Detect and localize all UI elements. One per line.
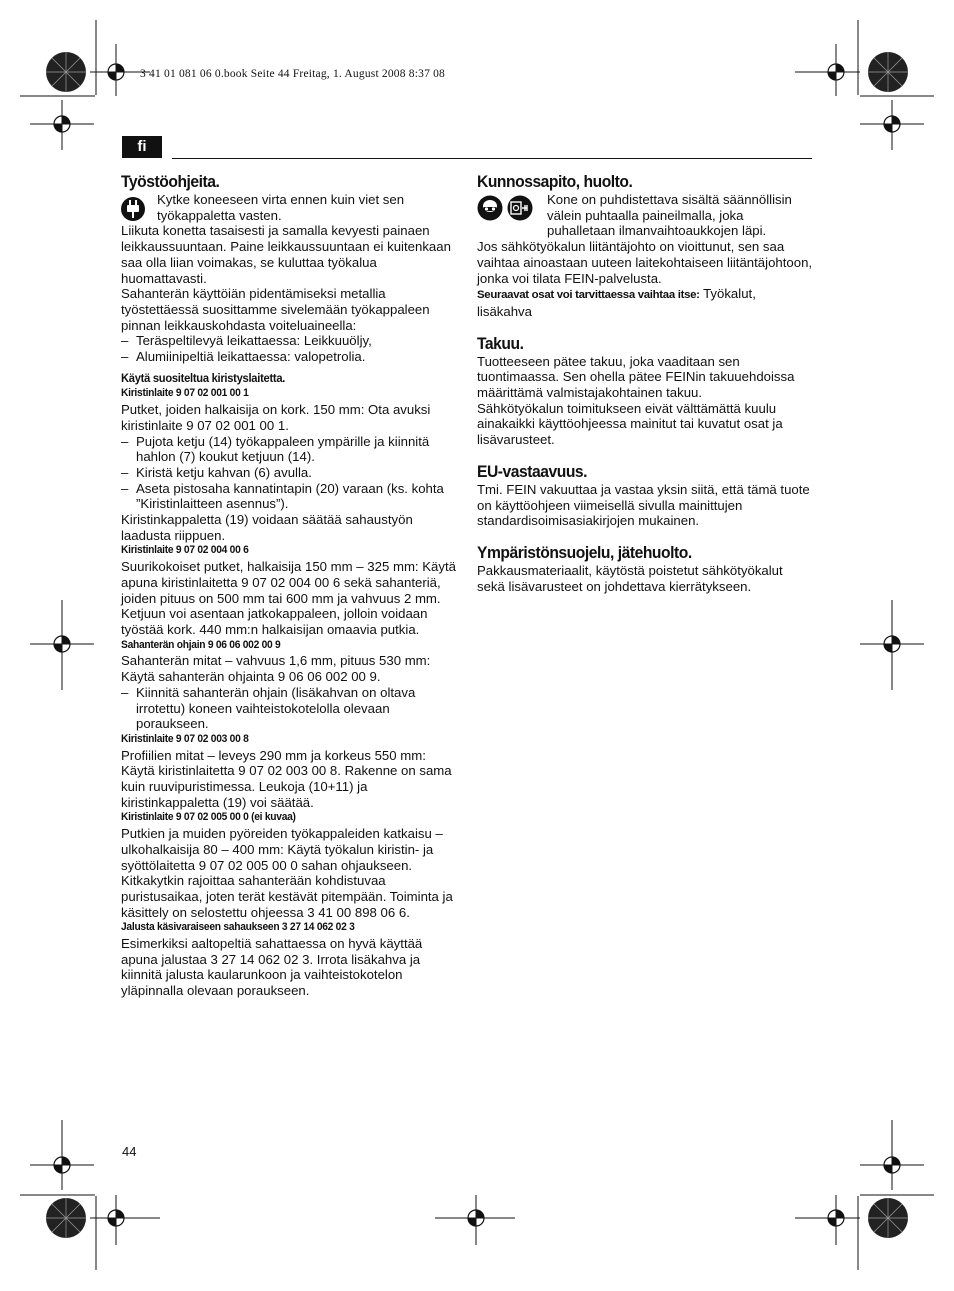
list-item: – Alumiinipeltiä leikattaessa: valopetrolia. xyxy=(121,349,366,365)
paragraph: Putkien ja muiden pyöreiden työkappaleiden katkaisu – ulkohalkaisija 80 – 400 mm: Käytä työkalun kiristin- ja syöttölaitetta 9 07 02 005 00 0 sahan ohjaukseen. Kitkakytkin rajoittaa sahanterään kohdistuvaa puristusaikaa, joten terät kestävät pitempään. Toiminta ja käsittely on selostettu ohjeessa 3 41 00 898 06 6. xyxy=(121,826,453,920)
language-tab: fi xyxy=(122,136,162,158)
notice-text: Kone on puhdistettava sisältä säännöllisin välein puhtaalla paineilmalla, joka puhalletaan ilmanvaihtoaukkojen läpi. xyxy=(547,192,792,239)
paragraph: Kiristinkappaletta (19) voidaan säätää sahaustyön laadusta riippuen. xyxy=(121,512,413,543)
clamp-title-4: Kiristinlaite 9 07 02 005 00 0 (ei kuvaa) xyxy=(121,811,296,824)
unplug-device-icon xyxy=(507,195,533,221)
paragraph: Sähkötyökalun toimitukseen eivät välttämättä kuulu ainakaikki käyttöohjeessa mainitut tai kuvatut osat ja lisävarusteet. xyxy=(477,400,783,448)
clamp-title-3: Kiristinlaite 9 07 02 003 00 8 xyxy=(121,732,249,745)
list-item: – Aseta pistosaha kannatintapin (20) varaan (ks. kohta ”Kiristinlaitteen asennus”). xyxy=(121,480,444,512)
paragraph: Sahanterän käyttöiän pidentämiseksi metallia työstettäessä suosittamme sivelemään työkappaleen pinnan leikkauskohdasta voiteluaineella: xyxy=(121,286,430,333)
right-column xyxy=(477,172,813,594)
paragraph: Profiilien mitat – leveys 290 mm ja korkeus 550 mm: Käytä kiristinlaitetta 9 07 02 003 00 8. Rakenne on sama kuin ruuvipuristimessa. Leukoja (10+11) ja kiristinkappaletta (19) voi säätää. xyxy=(121,747,452,810)
paragraph: Pakkausmateriaalit, käytöstä poistetut sähkötyökalut sekä lisävarusteet on johdettava kierrätykseen. xyxy=(477,562,783,594)
list-item: – Kiristä ketju kahvan (6) avulla. xyxy=(121,464,312,480)
section-heading-environment: Ympäristönsuojelu, jätehuolto. xyxy=(477,542,692,562)
paragraph: Suurikokoiset putket, halkaisija 150 mm – 325 mm: Käytä apuna kiristinlaitetta 9 07 02 004 00 6 sekä sahanteriä, joiden pituus on 500 mm tai 600 mm ja vahvuus 2 mm. Ketjuun voi asentaan jatkokappaleen, jolloin voidaan työstää kork. 440 mm:n halkaisijan omaavia putkia. xyxy=(121,559,456,637)
list-item: – Teräspeltilevyä leikattaessa: Leikkuuöljy, xyxy=(121,333,372,349)
bold-lead: Seuraavat osat voi tarvittaessa vaihtaa itse: xyxy=(477,289,700,302)
paragraph: Tmi. FEIN vakuuttaa ja vastaa yksin siitä, että tämä tuote on käyttöohjeen viimeisellä sivulla mainittujen standardisoimisasiakirjojen mukainen. xyxy=(477,481,810,529)
paragraph: Putket, joiden halkaisija on kork. 150 mm: Ota avuksi kiristinlaite 9 07 02 001 00 1. xyxy=(121,402,431,433)
stand-title: Jalusta käsivaraiseen sahaukseen 3 27 14 062 02 3 xyxy=(121,921,355,934)
section-heading-eu: EU-vastaavuus. xyxy=(477,461,588,481)
left-column xyxy=(121,172,457,999)
guide-title: Sahanterän ohjain 9 06 06 002 00 9 xyxy=(121,638,281,651)
sub-heading: Käytä suositeltua kiristyslaitetta. xyxy=(121,370,286,385)
parts-list-text: Työkalut, lisäkahva xyxy=(477,286,756,319)
paragraph: Jos sähkötyökalun liitäntäjohto on vioittunut, sen saa vaihtaa ainoastaan uuteen laitekohtaiseen liitäntäjohtoon, jonka voi tilata FEIN-palvelusta. xyxy=(477,239,813,286)
notice-row xyxy=(121,192,457,223)
paragraph: Esimerkiksi aaltopeltiä sahattaessa on hyvä käyttää apuna jalustaa 3 27 14 062 02 3. Irrota lisäkahva ja kiinnitä jalusta kaularunkoon ja vaihteistokotelon yläpinnalla olevaan poraukseen. xyxy=(121,936,423,999)
eye-protection-icon xyxy=(477,195,503,221)
list-item: – Pujota ketju (14) työkappaleen ympärille ja kiinnitä hahlon (7) koukut ketjuun (14). xyxy=(121,433,430,465)
header-rule xyxy=(172,158,812,159)
paragraph xyxy=(477,286,813,319)
list-item: – Kiinnitä sahanterän ohjain (lisäkahvan on oltava irrotettu) koneen vaihteistokotelolla olevaan poraukseen. xyxy=(121,684,416,732)
section-heading-warranty: Takuu. xyxy=(477,333,524,353)
paragraph: Liikuta konetta tasaisesti ja samalla kevyesti painaen leikkaussuuntaan. Paine leikkaussuuntaan ei kuitenkaan saa olla liian voimakas, se kuluttaa työkalua huomattavasti. xyxy=(121,223,451,286)
paragraph: Tuotteeseen pätee takuu, joka vaaditaan sen tuontimaassa. Sen ohella pätee FEINin takuuehdoissa määrittämä valmistajakohtainen takuu. xyxy=(477,353,795,401)
clamp-title-1: Kiristinlaite 9 07 02 001 00 1 xyxy=(121,387,249,400)
section-heading-maintenance: Kunnossapito, huolto. xyxy=(477,172,633,191)
maintenance-notice-row xyxy=(477,192,813,239)
paragraph: Sahanterän mitat – vahvuus 1,6 mm, pituus 530 mm: Käytä sahanterän ohjainta 9 06 06 002 00 9. xyxy=(121,653,431,685)
page-number: 44 xyxy=(122,1144,137,1159)
power-plug-icon xyxy=(121,195,145,223)
notice-text: Kytke koneeseen virta ennen kuin viet sen työkappaletta vasten. xyxy=(157,192,405,223)
clamp-title-2: Kiristinlaite 9 07 02 004 00 6 xyxy=(121,544,249,557)
file-info-header: 3 41 01 081 06 0.book Seite 44 Freitag, 1. August 2008 8:37 08 xyxy=(140,68,446,80)
section-heading-work-instructions: Työstöohjeita. xyxy=(121,172,220,191)
